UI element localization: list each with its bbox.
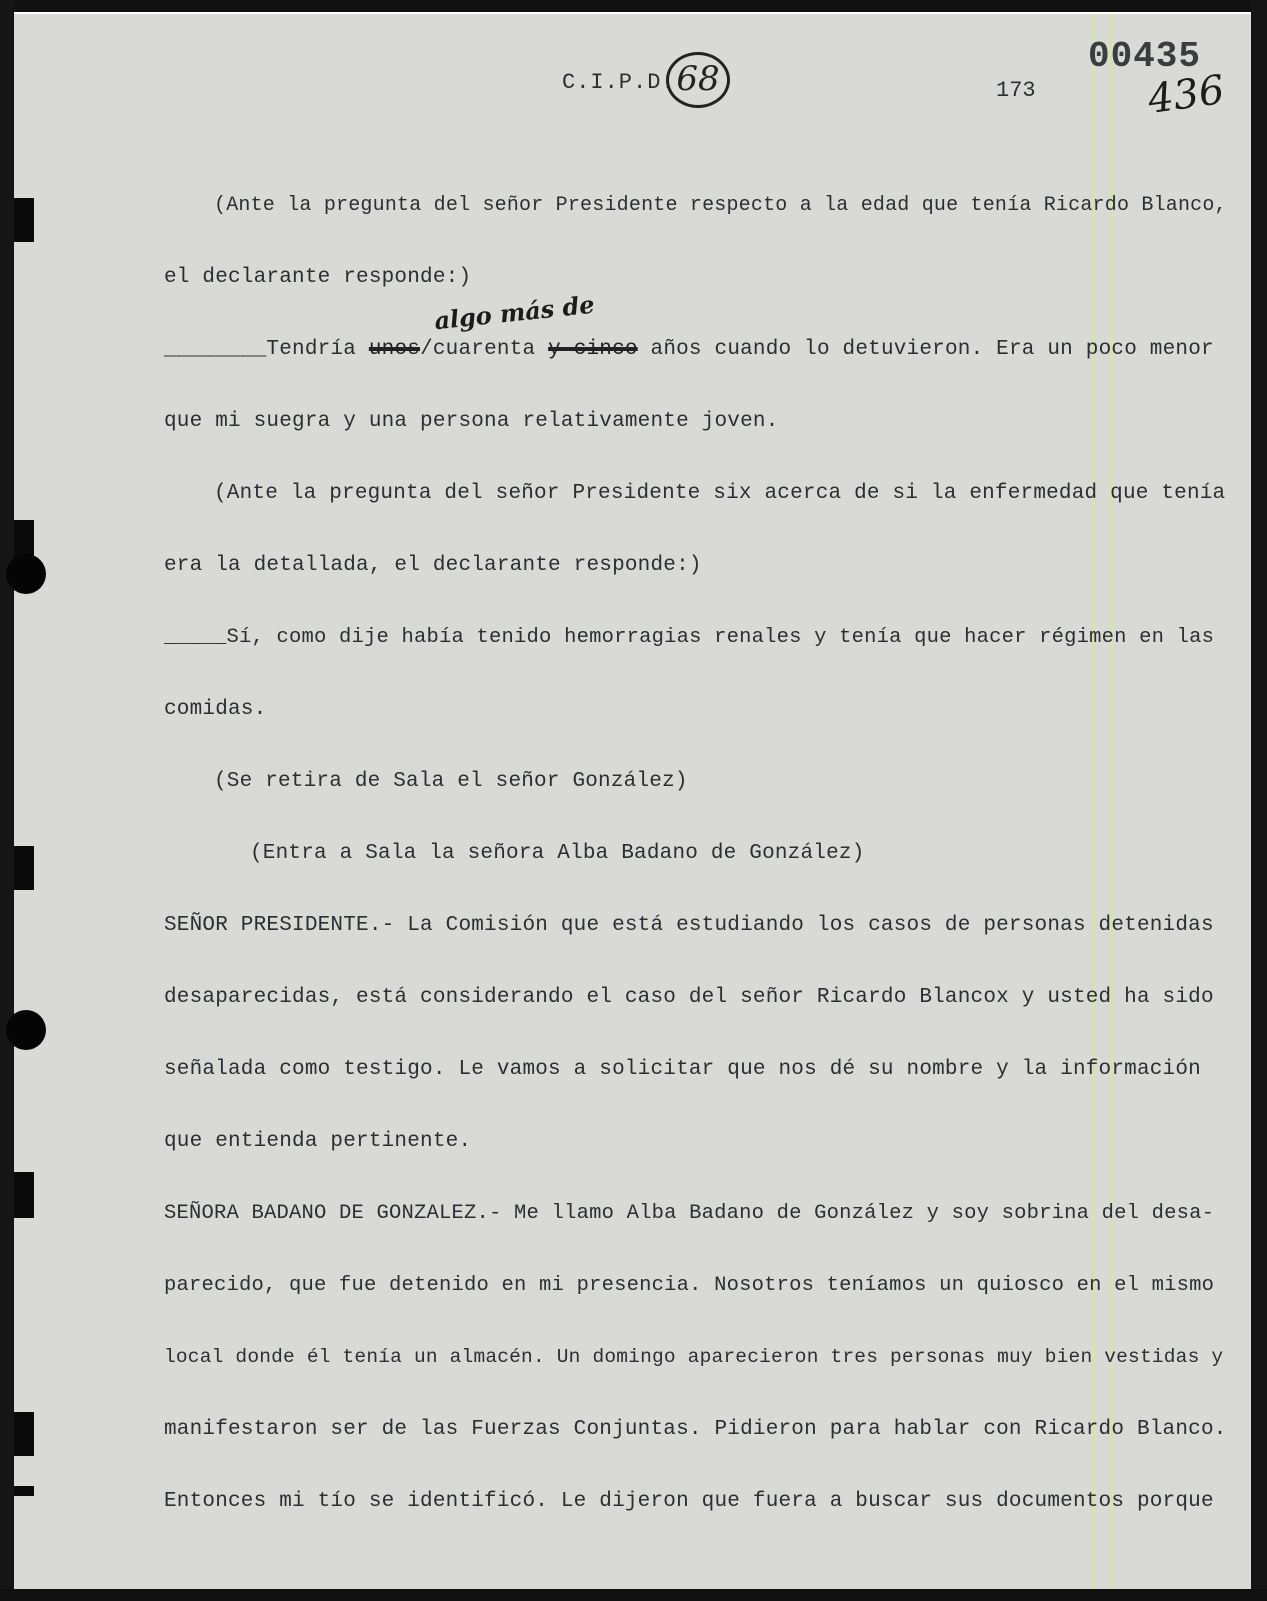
scan-border-bottom <box>0 1589 1267 1601</box>
scan-border-right <box>1251 0 1267 1601</box>
text-line: manifestaron ser de las Fuerzas Conjuntas. Pidieron para hablar con Ricardo Blanco. <box>164 1418 1227 1441</box>
text-line: (Entra a Sala la señora Alba Badano de González) <box>250 842 865 865</box>
text-line: era la detallada, el declarante responde:) <box>164 554 702 577</box>
text-line: Entonces mi tío se identificó. Le dijeron que fuera a buscar sus documentos porque <box>164 1490 1214 1513</box>
scan-border-left <box>0 0 14 1601</box>
text-line: desaparecidas, está considerando el caso del señor Ricardo Blancox y usted ha sido <box>164 986 1214 1009</box>
text-line <box>164 338 1214 361</box>
binding-tab <box>14 1172 34 1218</box>
binding-tab <box>14 198 34 242</box>
document-code: C.I.P.D. <box>562 70 676 95</box>
punch-hole <box>6 554 46 594</box>
text-line: el declarante responde:) <box>164 266 472 289</box>
text-line: SEÑOR PRESIDENTE.- La Comisión que está estudiando los casos de personas detenidas <box>164 914 1214 937</box>
text-line: _____Sí, como dije había tenido hemorragias renales y tenía que hacer régimen en las <box>164 626 1215 649</box>
punch-hole <box>6 1010 46 1050</box>
handwritten-insertion: algo más de <box>432 289 596 336</box>
text-segment: ________Tendría <box>164 338 369 361</box>
text-segment: años cuando lo detuvieron. Era un poco menor <box>637 338 1214 361</box>
text-line: (Ante la pregunta del señor Presidente six acerca de si la enfermedad que tenía <box>214 482 1226 505</box>
struck-text: y cinco <box>548 338 638 361</box>
page-number: 173 <box>996 78 1036 103</box>
binding-tab <box>14 846 34 890</box>
text-line: local donde él tenía un almacén. Un domingo aparecieron tres personas muy bien vestidas y <box>164 1346 1224 1368</box>
text-line: (Ante la pregunta del señor Presidente respecto a la edad que tenía Ricardo Blanco, <box>214 194 1227 217</box>
binding-tab <box>14 1486 34 1496</box>
struck-text: unos <box>368 338 421 361</box>
text-line: que mi suegra y una persona relativamente joven. <box>164 410 779 433</box>
text-line: comidas. <box>164 698 267 721</box>
handwritten-number: 436 <box>1145 66 1228 124</box>
text-line: señalada como testigo. Le vamos a solicitar que nos dé su nombre y la información <box>164 1058 1201 1081</box>
circled-number: 68 <box>666 52 730 108</box>
text-segment: /cuarenta <box>420 338 549 361</box>
text-line: parecido, que fue detenido en mi presencia. Nosotros teníamos un quiosco en el mismo <box>164 1274 1215 1297</box>
scan-border-top <box>0 0 1267 12</box>
text-line: que entienda pertinente. <box>164 1130 472 1153</box>
text-line: SEÑORA BADANO DE GONZALEZ.- Me llamo Alba Badano de González y soy sobrina del desa- <box>164 1202 1215 1225</box>
text-line: (Se retira de Sala el señor González) <box>214 770 688 793</box>
binding-tab <box>14 1412 34 1456</box>
stamp-number: 00435 <box>1088 36 1202 77</box>
